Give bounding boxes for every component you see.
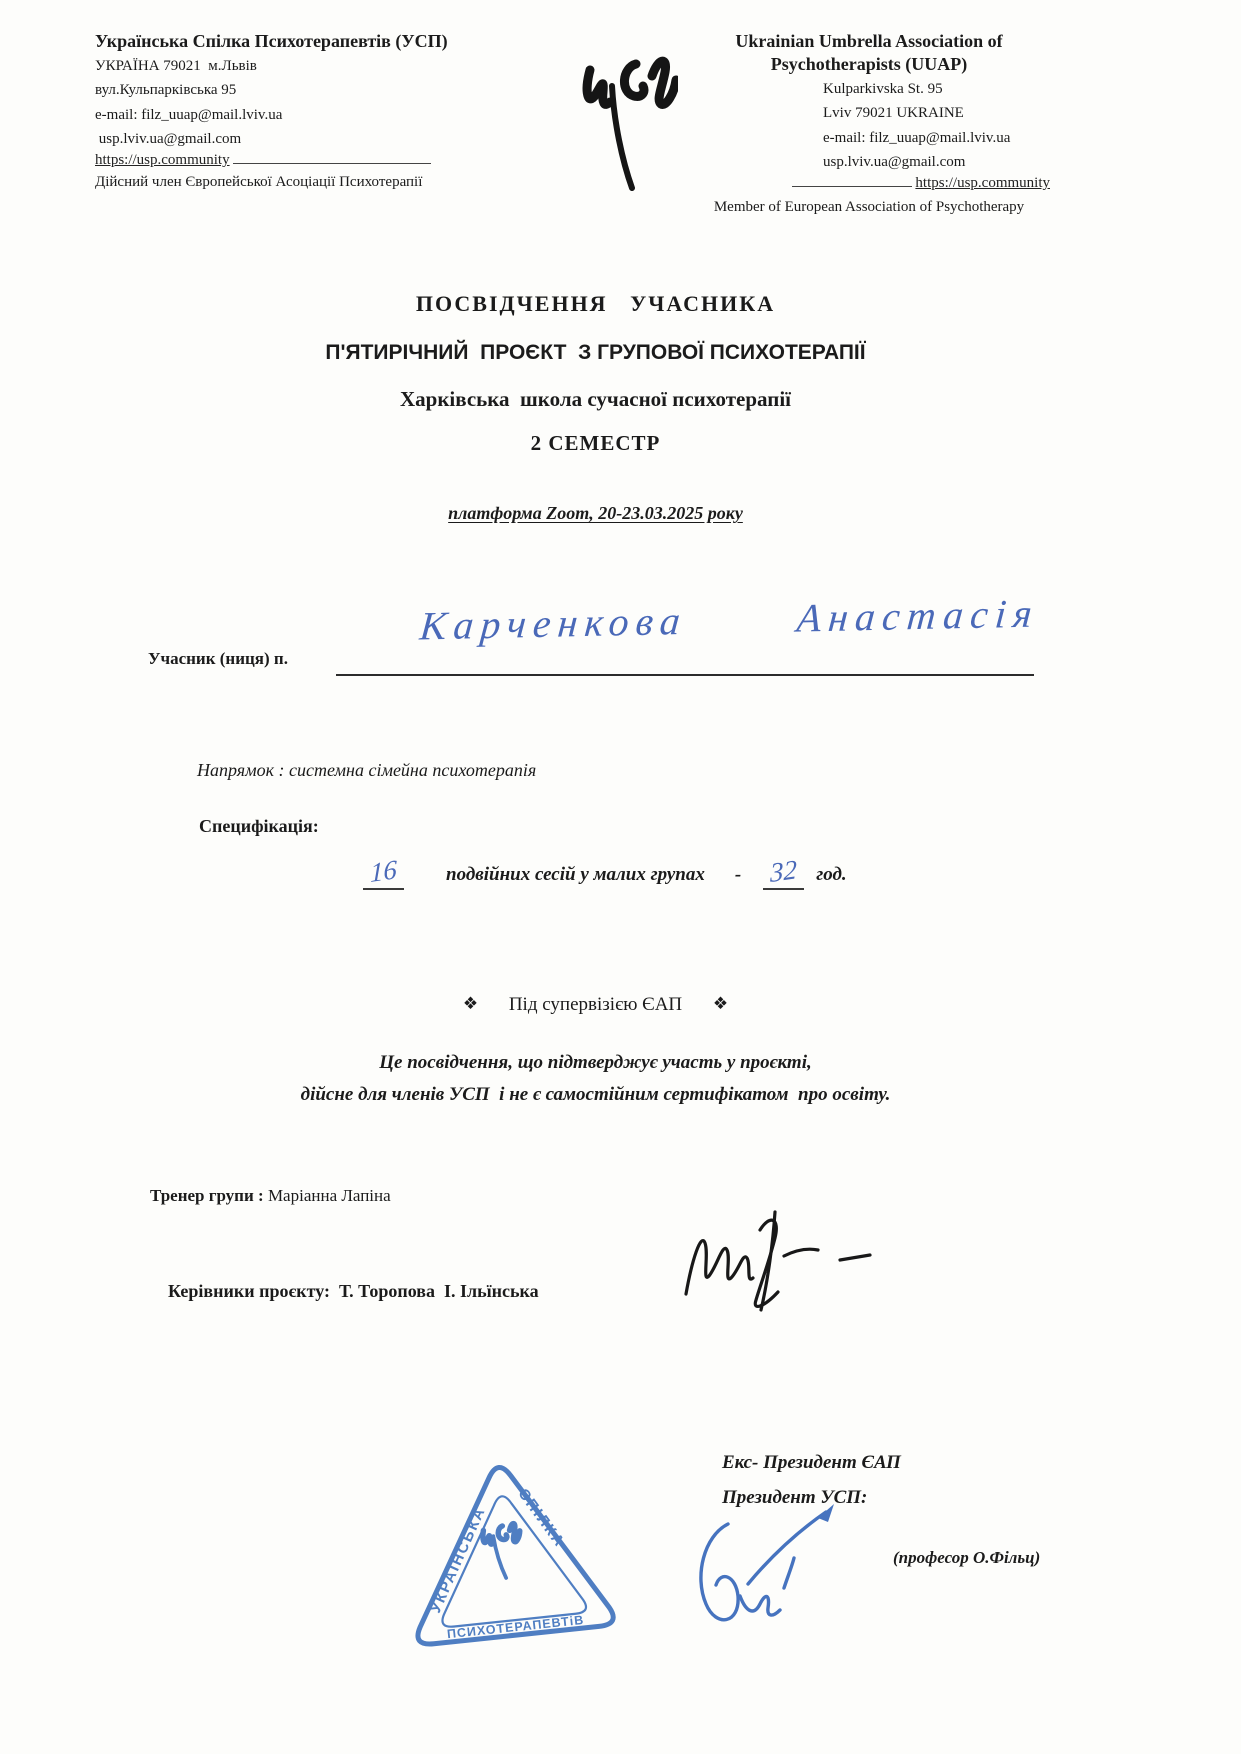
sessions-count-handwritten: 16 (370, 853, 397, 889)
hours-count-handwritten: 32 (770, 853, 798, 889)
direction-line: Напрямок : системна сімейна психотерапія (197, 760, 537, 780)
certificate-title: ПОСВІДЧЕННЯ УЧАСНИКА (415, 291, 776, 316)
hours-label: год. (816, 864, 847, 885)
signature-line-segment (233, 150, 431, 164)
org-email-ua-line1: e-mail: filz_uuap@mail.lviv.ua (95, 106, 283, 123)
participant-label: Учасник (ниця) п. (148, 649, 288, 668)
president-line2: Президент УСП: (722, 1486, 868, 1508)
org-name-en: Ukrainian Umbrella Association of Psychotherapists (UUAP) (735, 31, 1003, 75)
stamp-side-left-text: УКРАЇНСЬКА (426, 1504, 490, 1616)
hours-count-line (763, 853, 804, 890)
membership-note-ua: Дійсний член Європейської Асоціації Психотерапії (95, 173, 423, 190)
diamond-bullet-icon: ❖ (712, 994, 729, 1013)
org-email-en-line1: e-mail: filz_uuap@mail.lviv.ua (823, 129, 1011, 146)
trainer-name: Маріанна Лапіна (267, 1186, 391, 1205)
org-email-ua-line2: usp.lviv.ua@gmail.com (95, 130, 242, 147)
usp-brush-logo-icon (578, 52, 678, 192)
diamond-bullet-icon: ❖ (462, 994, 479, 1013)
statement-line2: дійсне для членів УСП і не є самостійним сертифікатом про освіту. (300, 1084, 891, 1105)
project-title: П'ЯТИРІЧНИЙ ПРОЄКТ З ГРУПОВОЇ ПСИХОТЕРАПІЇ (325, 341, 866, 364)
school-title: Харківська школа сучасної психотерапії (399, 387, 792, 411)
stamp-bottom-text: ПСИХОТЕРАПЕВТіВ (446, 1612, 585, 1642)
professor-name: (професор О.Фільц) (893, 1548, 1041, 1567)
org-link-row-ua (95, 150, 485, 171)
header-right-org-block (688, 30, 1050, 216)
trainer-label: Тренер групи : (150, 1186, 268, 1205)
membership-note-en: Member of European Association of Psychotherapy (713, 198, 1025, 215)
leaders-signature (672, 1198, 887, 1318)
org-address-en-line2: Lviv 79021 UKRAINE (823, 105, 964, 122)
supervision-text: Під супервізією ЄАП (508, 994, 683, 1015)
participant-name-handwritten: Карченкова Анастасія (418, 590, 1041, 649)
usp-community-link-en[interactable]: https://usp.community (915, 175, 1050, 192)
org-email-en-line2: usp.lviv.ua@gmail.com (823, 153, 966, 170)
leaders-label: Керівники проєкту: (168, 1281, 339, 1301)
org-address-ua-line2: вул.Кульпарківська 95 (95, 82, 237, 99)
trainer-line (150, 1186, 391, 1206)
leaders-line (150, 1260, 539, 1323)
stamp-side-right-text: СПІЛКА (514, 1485, 569, 1551)
statement-line1: Це посвідчення, що підтверджує участь у проєкті, (379, 1052, 812, 1073)
specification-label: Специфікація: (199, 816, 319, 836)
leaders-names: Т. Торопова І. Ільїнська (338, 1281, 539, 1301)
president-signature (688, 1492, 898, 1642)
president-line1: Екс- Президент ЄАП (722, 1452, 901, 1473)
sessions-text: подвійних сесій у малих групах (446, 864, 705, 885)
header-left-org-block (95, 30, 485, 191)
sessions-count-line (363, 853, 404, 890)
signature-line-segment (792, 173, 912, 187)
platform-date-line: платформа Zoom, 20-23.03.2025 року (448, 503, 743, 523)
semester-title: 2 СЕМЕСТР (530, 431, 661, 455)
supervision-line (0, 994, 1216, 1016)
org-link-row-en (688, 173, 1050, 194)
sessions-row (363, 853, 847, 890)
stamp-center-monogram-icon (482, 1523, 525, 1580)
usp-community-link-ua[interactable]: https://usp.community (95, 152, 230, 169)
usp-triangle-stamp (383, 1441, 633, 1669)
org-address-ua-line1: УКРАЇНА 79021 м.Львів (95, 58, 257, 75)
org-address-en-line1: Kulparkivska St. 95 (823, 81, 943, 98)
sessions-dash: - (734, 864, 742, 885)
org-name-ua: Українська Спілка Психотерапевтів (УСП) (95, 31, 448, 51)
